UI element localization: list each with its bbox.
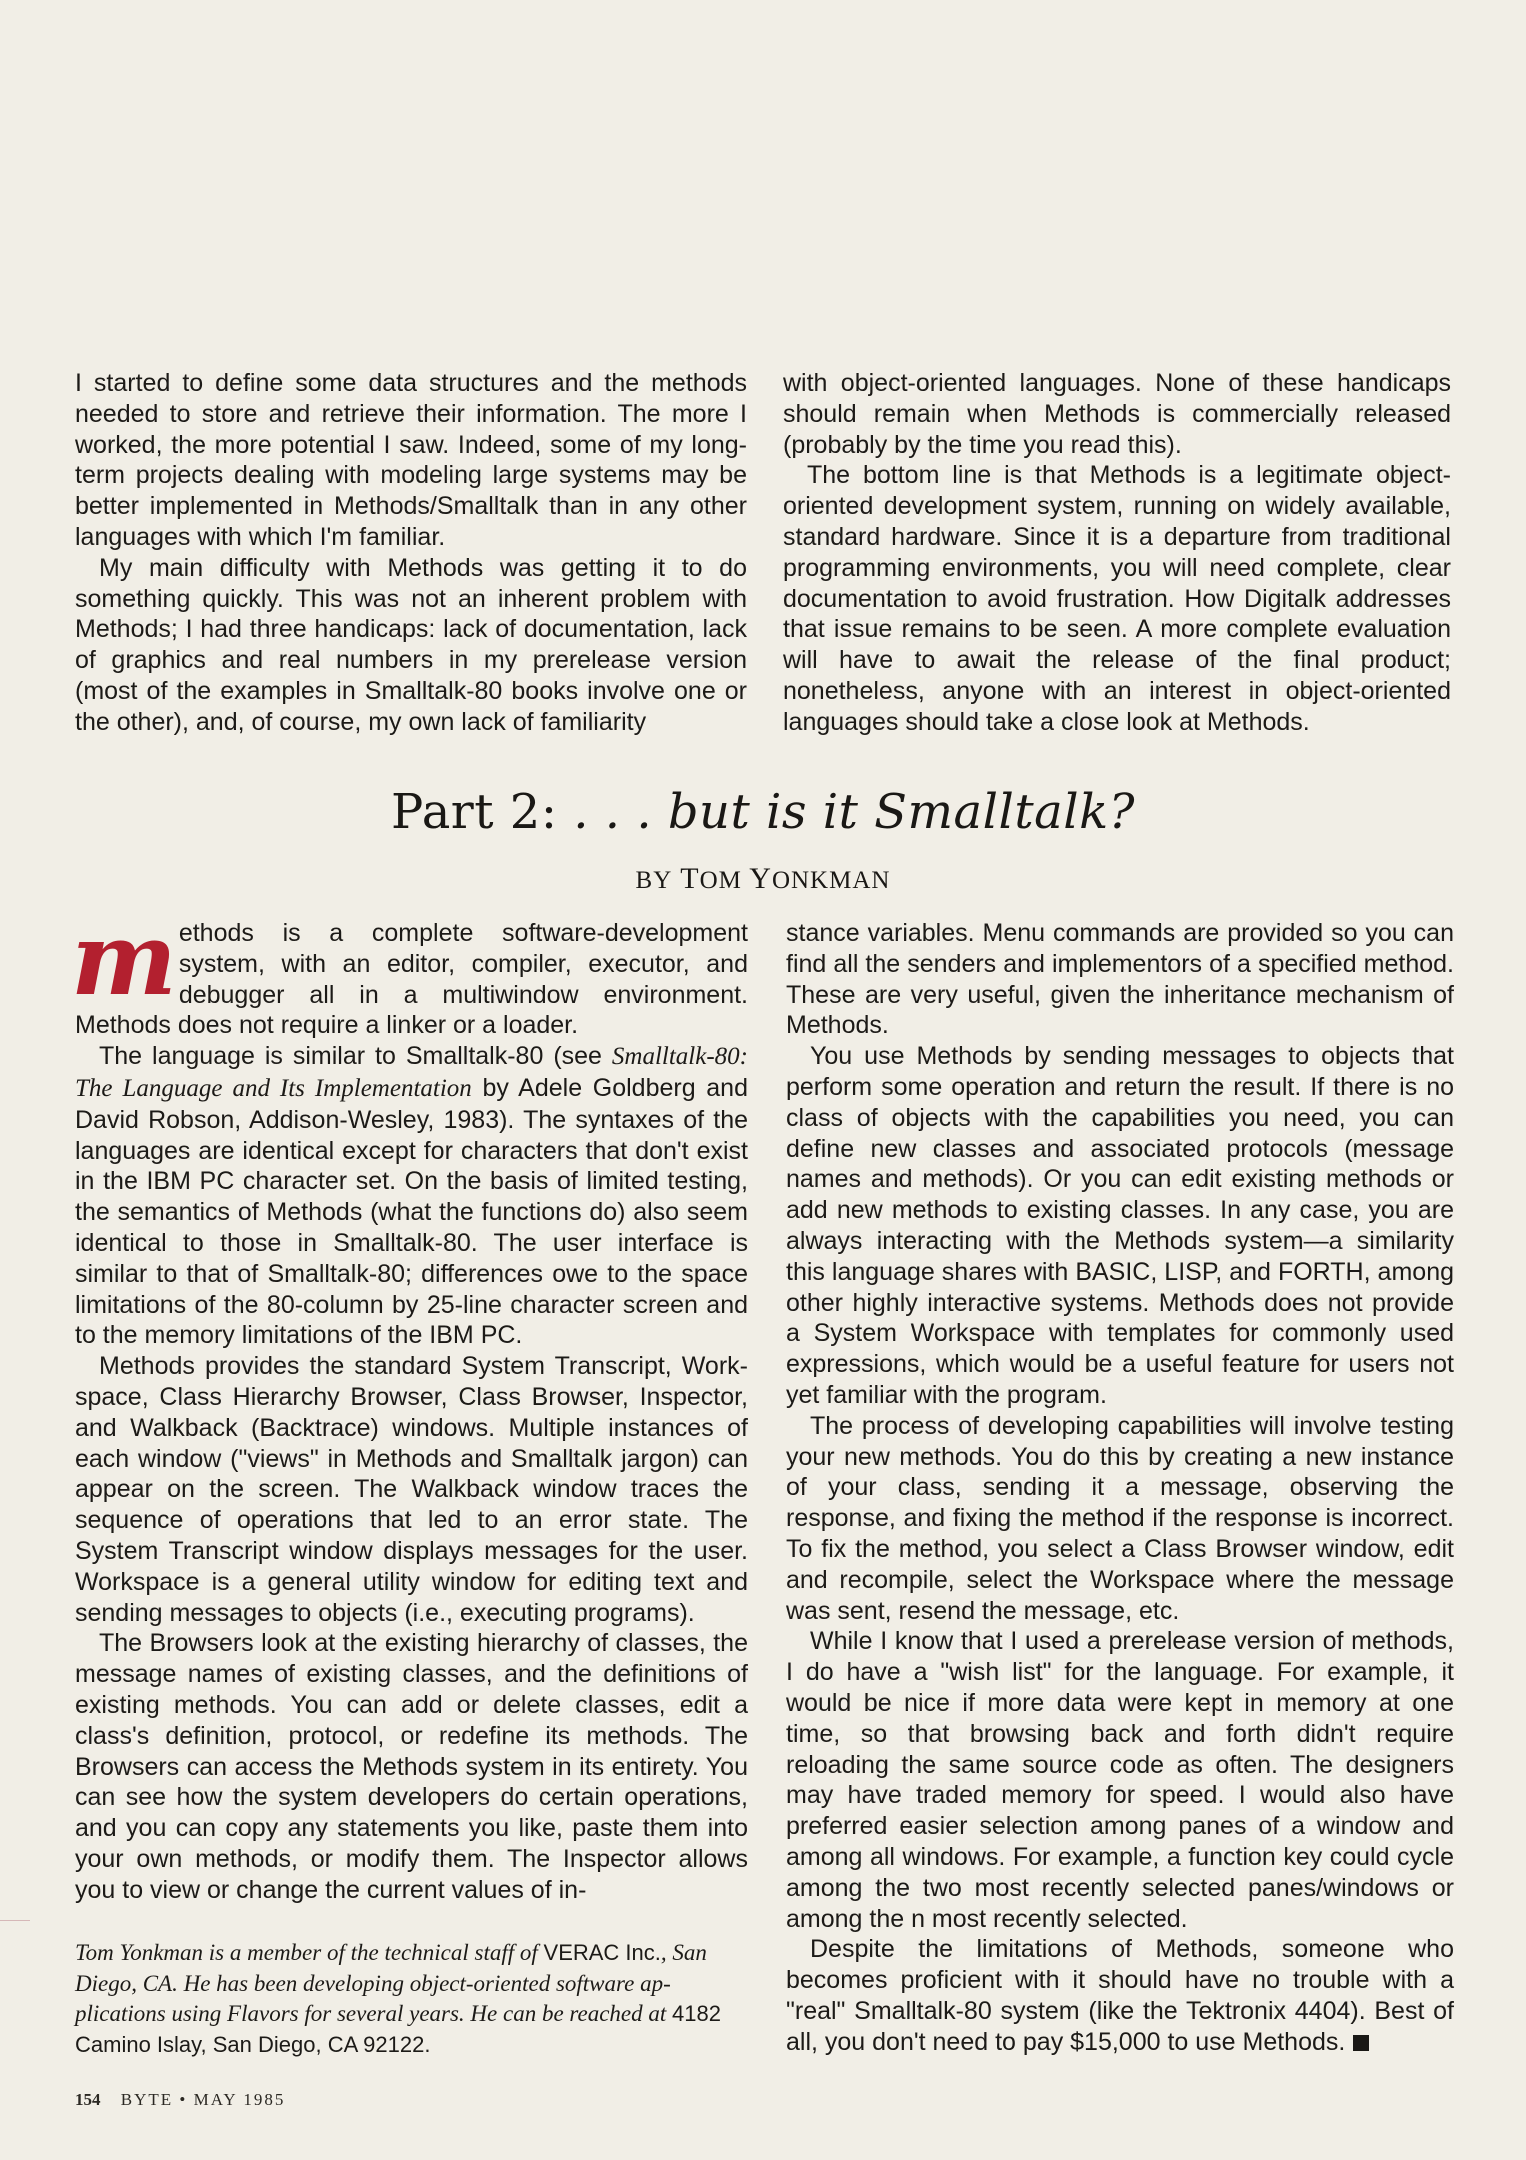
drop-cap: m (71, 900, 177, 1018)
byline-first-rest: OM (699, 867, 742, 894)
book-title: Smalltalk-80: The Language and Its Implementation (75, 1043, 748, 1102)
part1-paragraph: The bottom line is that Methods is a legitimate object-oriented development system, running on widely available, standard hardware. Since it is a departure from traditional programming environments, you will need complete, clear documentation to avoid frustration. How Digitalk addresses that issue remains to be seen. A more complete evaluation will have to await the release of the final product; nonetheless, anyone with an interest in object-oriented languages should take a close look at Methods. (783, 461, 1451, 736)
page-number: 154 (75, 2090, 101, 2109)
part2-left-column (71, 900, 748, 1906)
body-paragraph: While I know that I used a prerelease version of methods, I do have a "wish list" for the language. For example, it would be nice if more data were kept in memory at one time, so that browsing back and forth didn't require reloading the same source code as often. The designers may have traded memory for speed. I would also have preferred easier selection among panes of a window and among all windows. For example, a function key could cycle among the two most recently selected panes/windows or among the n most recently selected. (786, 1627, 1454, 1933)
part1-paragraph: I started to define some data structures and the methods needed to store and retrieve their information. The more I worked, the more potential I saw. Indeed, some of my long-term projects dealing with modeling large systems may be better implemented in Methods/Smalltalk than in any other languages with which I'm familiar. (75, 369, 747, 551)
issue-date: MAY 1985 (193, 2090, 286, 2109)
title-prefix: Part 2: (391, 784, 558, 840)
byline-last-rest: ONKMAN (771, 867, 891, 894)
body-paragraph: Methods provides the standard System Transcript, Workspace, Class Hierarchy Browser, Class Browser, Inspector, and Walkback (Backtrace) windows. Multiple instances of each window ("views" in Methods and Smalltalk jargon) can appear on the screen. The Walkback window traces the sequence of operations that led to an error state. The System Transcript window displays messages for the user. Workspace is a general utility window for editing text and sending messages to objects (i.e., executing programs). (75, 1352, 748, 1627)
intro-paragraph (71, 900, 748, 1041)
author-bio (75, 1938, 748, 2060)
closing-paragraph (786, 1934, 1454, 2057)
end-mark-icon (1353, 2035, 1369, 2051)
byline-last-initial: Y (749, 862, 772, 895)
language-text-before: The language is similar to Smalltalk-80 (see (99, 1042, 612, 1071)
footer-separator: • (179, 2090, 188, 2109)
body-paragraph: stance variables. Menu commands are provided so you can find all the senders and implementors of a specified method. These are very useful, given the inheritance mechanism of Methods. (786, 919, 1454, 1040)
body-paragraph: The Browsers look at the existing hierarchy of classes, the message names of existing classes, and the definitions of existing methods. You can add or delete classes, edit a class's definition, protocol, or redefine its methods. The Browsers can access the Methods system in its entirety. You can see how the system developers do certain operations, and you can copy any statements you like, paste them into your own methods, or modify them. The Inspector allows you to view or change the current values of in- (75, 1629, 748, 1904)
closing-text: Despite the limitations of Methods, someone who becomes proficient with it should have no trouble with a "real" Smalltalk-80 system (like the Tektronix 4404). Best of all, you don't need to pay $15,000 to use Methods. (786, 1935, 1454, 2056)
bio-address: 4182 Camino Islay, San Diego, CA 92122. (75, 2001, 721, 2057)
byline-first-initial: T (680, 862, 700, 895)
part1-right-column (783, 368, 1451, 738)
part1-paragraph: with object-oriented languages. None of these handicaps should remain when Methods is commercially released (probably by the time you read this). (783, 369, 1451, 459)
title-italic: . . . but is it Smalltalk? (573, 784, 1135, 840)
margin-mark (0, 1920, 30, 1921)
part2-right-column (786, 918, 1454, 2057)
article-title (0, 784, 1526, 840)
page-footer (75, 2090, 285, 2110)
part1-left-column (75, 368, 747, 738)
byline (0, 862, 1526, 896)
language-text-after: by Adele Goldberg and David Robson, Addison-Wesley, 1983). The syntaxes of the languages are identical except for characters that don't exist in the IBM PC character set. On the basis of limited testing, the semantics of Methods (what the functions do) also seem identical to those in Smalltalk-80. The user interface is similar to that of Smalltalk-80; differences owe to the space limitations of the 80-column by 25-line character screen and to the memory limitations of the IBM PC. (75, 1073, 748, 1350)
body-paragraph: You use Methods by sending messages to objects that perform some operation and return the result. If there is no class of objects with the capabilities you need, you can define new classes and associated protocols (message names and methods). Or you can edit existing methods or add new methods to existing classes. In any case, you are always interacting with the Methods system—a similarity this language shares with BASIC, LISP, and FORTH, among other highly interactive systems. Methods does not provide a System Workspace with templates for commonly used expressions, which would be a useful feature for users not yet familiar with the program. (786, 1042, 1454, 1409)
bio-text: , San Diego, CA. He has been developing object-oriented software applications using Flavors for several years. He can be reached at (75, 1940, 707, 2026)
body-paragraph: The process of developing capabilities will involve testing your new methods. You do this by creating a new instance of your class, sending it a message, observing the response, and fixing the method if the response is incorrect. To fix the method, you select a Class Browser window, edit and recompile, select the Workspace where the message was sent, resend the message, etc. (786, 1411, 1454, 1625)
language-paragraph (75, 1041, 748, 1351)
bio-text: Tom Yonkman is a member of the technical staff of (75, 1940, 544, 1965)
magazine-name: BYTE (120, 2090, 174, 2109)
intro-text: ethods is a complete software-development system, with an editor, compiler, executor, and debugger all in a multiwindow environment. Methods does not require a linker or a loader. (75, 919, 748, 1040)
bio-company: VERAC Inc. (543, 1940, 661, 1965)
part1-paragraph: My main difficulty with Methods was getting it to do something quickly. This was not an inherent problem with Methods; I had three handicaps: lack of documentation, lack of graphics and real numbers in my prerelease version (most of the examples in Smalltalk-80 books involve one or the other), and, of course, my own lack of familiarity (75, 553, 747, 736)
byline-by: BY (635, 867, 673, 894)
